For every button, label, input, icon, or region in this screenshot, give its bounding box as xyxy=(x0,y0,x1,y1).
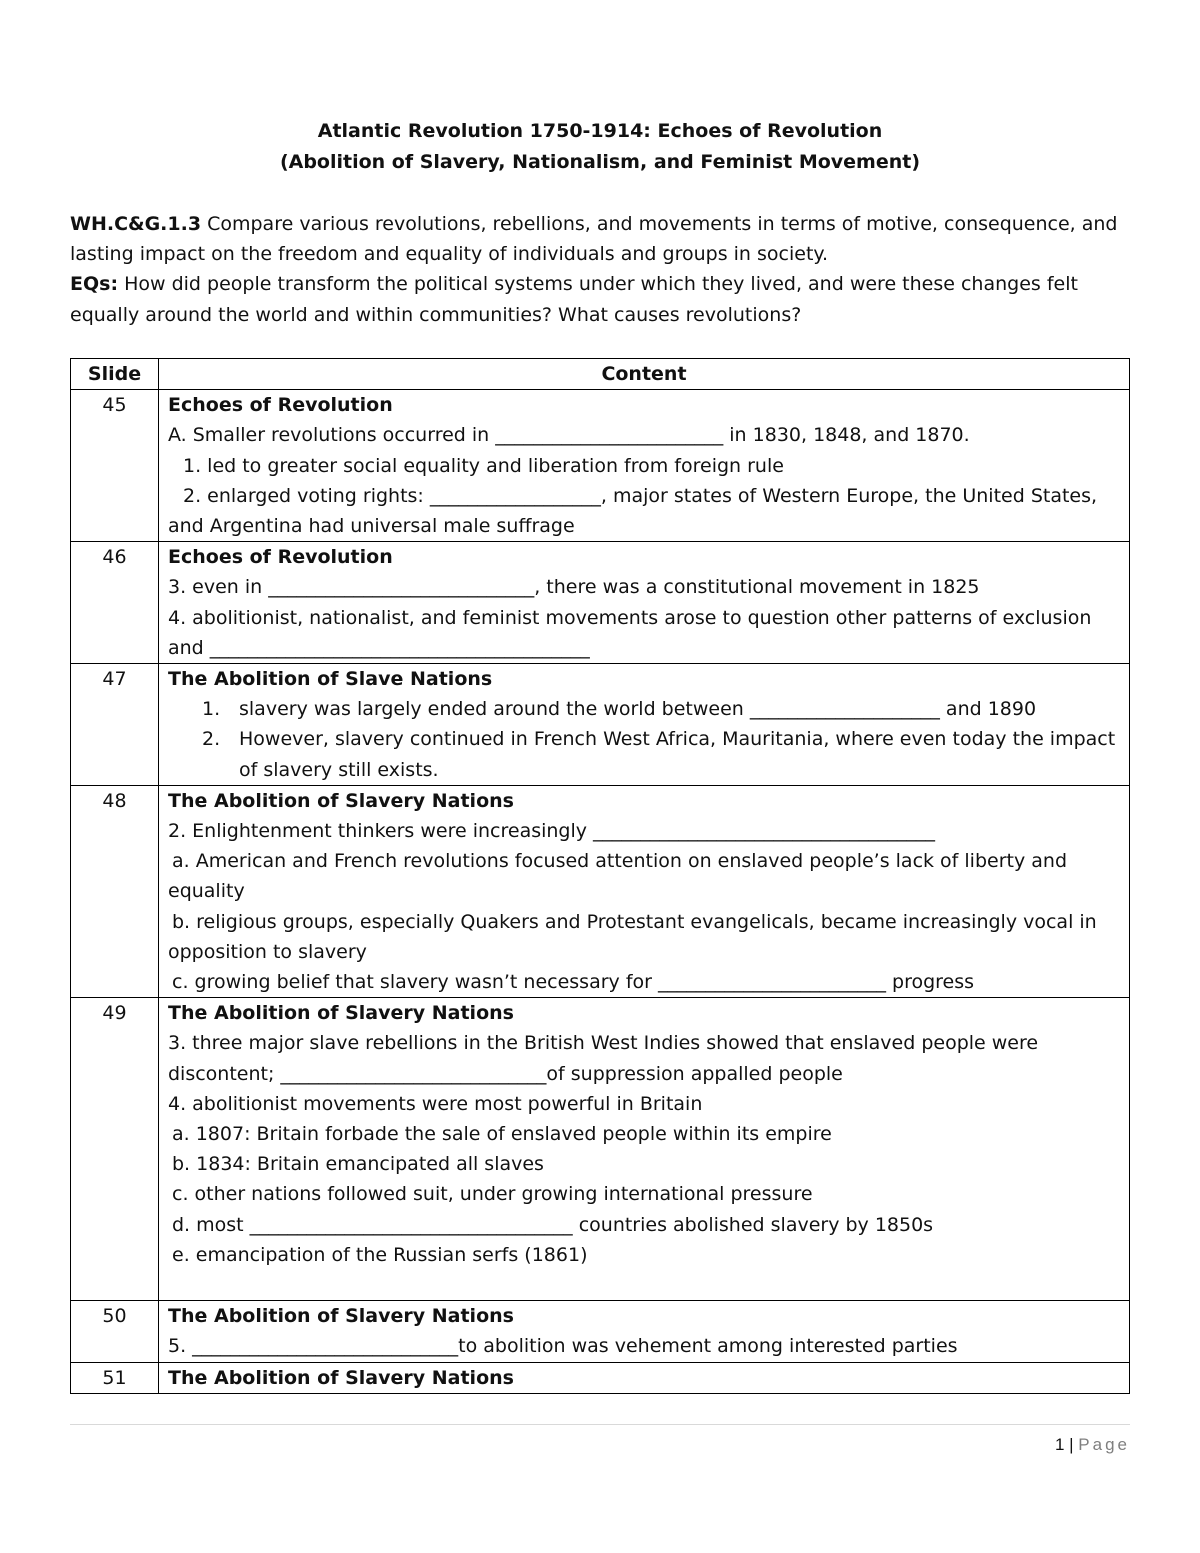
slide-content xyxy=(159,542,1130,664)
eq-label: EQs: xyxy=(70,273,119,296)
table-row xyxy=(71,998,1130,1301)
slide-number: 47 xyxy=(71,664,159,786)
table-row xyxy=(71,542,1130,664)
slide-number: 46 xyxy=(71,542,159,664)
note-line: 3. even in ____________________________, there was a constitutional movement in 1825 xyxy=(168,576,980,599)
table-row xyxy=(71,785,1130,997)
numbered-item xyxy=(168,694,1125,724)
notes-table xyxy=(70,358,1130,1394)
document-title: Atlantic Revolution 1750-1914: Echoes of Revolution xyxy=(317,120,883,142)
note-line: 2. enlarged voting rights: __________________, major states of Western Europe, the United States, and Argentina had universal male suffrage xyxy=(168,484,1098,538)
row-heading: Echoes of Revolution xyxy=(168,394,393,417)
table-row xyxy=(71,390,1130,542)
slide-number: 50 xyxy=(71,1301,159,1362)
row-heading: The Abolition of Slavery Nations xyxy=(168,1305,514,1328)
standard-code: WH.C&G.1.3 xyxy=(70,213,202,235)
slide-content xyxy=(159,998,1130,1301)
slide-content xyxy=(159,664,1130,786)
table-row xyxy=(71,1301,1130,1362)
blank-line xyxy=(168,1270,1125,1300)
note-line: A. Smaller revolutions occurred in ________________________ in 1830, 1848, and 1870. xyxy=(168,424,970,447)
slide-number: 45 xyxy=(71,390,159,542)
note-line: 4. abolitionist, nationalist, and feminist movements arose to question other patterns of exclusion and ________________________________________ xyxy=(168,606,1092,659)
slide-number: 51 xyxy=(71,1362,159,1393)
content-column-header: Content xyxy=(159,359,1130,390)
note-line: a. American and French revolutions focused attention on enslaved people’s lack of liberty and equality xyxy=(168,850,1068,903)
note-line: 4. abolitionist movements were most powerful in Britain xyxy=(168,1092,703,1115)
numbered-item xyxy=(168,724,1125,784)
eq-text: How did people transform the political systems under which they lived, and were these changes felt equally around the world and within communities? What causes revolutions? xyxy=(70,273,1078,326)
page-footer xyxy=(1055,1435,1130,1455)
row-heading: The Abolition of Slavery Nations xyxy=(168,1366,514,1389)
slide-number: 49 xyxy=(71,998,159,1301)
note-line: b. religious groups, especially Quakers and Protestant evangelicals, became increasingly vocal in opposition to slavery xyxy=(168,910,1097,963)
intro-block xyxy=(70,209,1132,330)
item-text: slavery was largely ended around the world between ____________________ and 1890 xyxy=(239,698,1037,721)
item-number: 1. xyxy=(202,698,221,721)
note-line: 3. three major slave rebellions in the British West Indies showed that enslaved people were discontent; ____________________________of suppression appalled people xyxy=(168,1032,1039,1085)
page-number: 1 xyxy=(1054,1435,1065,1454)
note-line: c. growing belief that slavery wasn’t necessary for ________________________ progress xyxy=(172,971,975,994)
item-number: 2. xyxy=(202,728,221,751)
note-line: d. most __________________________________ countries abolished slavery by 1850s xyxy=(172,1213,934,1236)
row-heading: The Abolition of Slavery Nations xyxy=(168,1002,514,1025)
note-line: 5. ____________________________to abolition was vehement among interested parties xyxy=(168,1335,958,1358)
footer-divider xyxy=(70,1424,1130,1425)
note-line: c. other nations followed suit, under growing international pressure xyxy=(172,1183,813,1206)
note-line: b. 1834: Britain emancipated all slaves xyxy=(172,1153,544,1176)
row-heading: The Abolition of Slavery Nations xyxy=(168,789,514,812)
table-header-row xyxy=(71,359,1130,390)
row-heading: Echoes of Revolution xyxy=(168,546,393,569)
slide-content xyxy=(159,1301,1130,1362)
footer-separator: | xyxy=(1064,1435,1079,1454)
page-label: Page xyxy=(1078,1435,1130,1454)
note-line: a. 1807: Britain forbade the sale of enslaved people within its empire xyxy=(172,1123,832,1146)
note-line: 1. led to greater social equality and liberation from foreign rule xyxy=(183,454,784,477)
table-row xyxy=(71,1362,1130,1393)
row-heading: The Abolition of Slave Nations xyxy=(168,668,493,691)
slide-content xyxy=(159,785,1130,997)
item-text: However, slavery continued in French West Africa, Mauritania, where even today the impact of slavery still exists. xyxy=(239,728,1116,781)
document-subtitle: (Abolition of Slavery, Nationalism, and Feminist Movement) xyxy=(279,151,921,173)
slide-number: 48 xyxy=(71,785,159,997)
slide-column-header: Slide xyxy=(71,359,159,390)
standard-text: Compare various revolutions, rebellions, and movements in terms of motive, consequence, and lasting impact on the freedom and equality of individuals and groups in society. xyxy=(70,213,1118,266)
note-line: e. emancipation of the Russian serfs (1861) xyxy=(172,1243,588,1266)
slide-content xyxy=(159,1362,1130,1393)
slide-content xyxy=(159,390,1130,542)
table-row xyxy=(71,664,1130,786)
note-line: 2. Enlightenment thinkers were increasingly ____________________________________ xyxy=(168,820,936,843)
